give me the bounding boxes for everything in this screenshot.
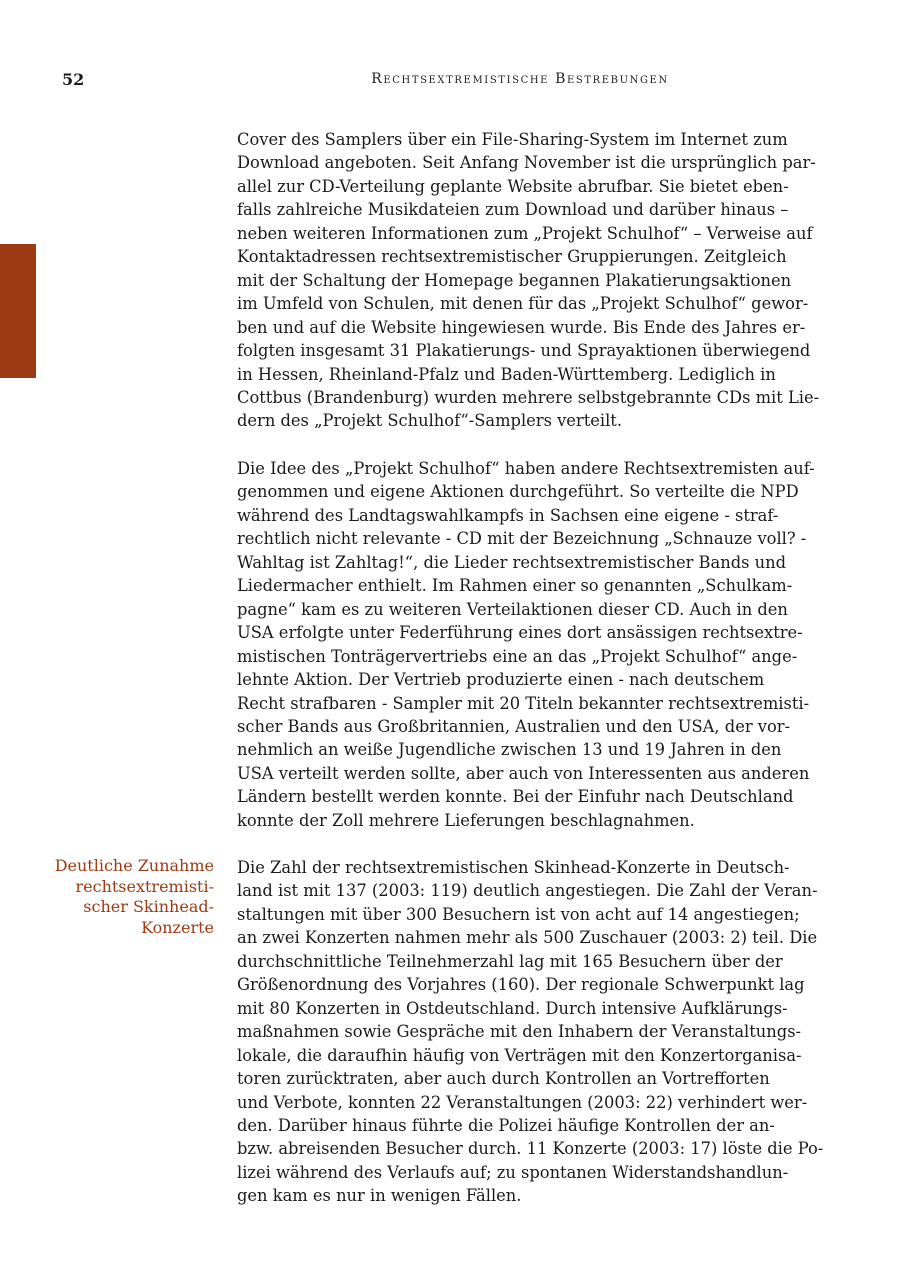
text-line: lokale, die daraufhin häufig von Verträgen mit den Konzertorganisa- — [237, 1045, 802, 1065]
text-line: an zwei Konzerten nahmen mehr als 500 Zuschauer (2003: 2) teil. Die — [237, 928, 818, 948]
text-line: Ländern bestellt werden konnte. Bei der Einfuhr nach Deutschland — [237, 787, 794, 807]
chapter-tab-marker — [0, 244, 36, 378]
text-line: falls zahlreiche Musikdateien zum Download und darüber hinaus – — [237, 200, 789, 220]
text-line: USA verteilt werden sollte, aber auch von Interessenten aus anderen — [237, 763, 810, 783]
margin-note-line: scher Skinhead- — [83, 897, 214, 916]
text-line: gen kam es nur in wenigen Fällen. — [237, 1186, 522, 1206]
text-line: Cottbus (Brandenburg) wurden mehrere selbstgebrannte CDs mit Lie- — [237, 387, 820, 407]
text-line: Die Idee des „Projekt Schulhof“ haben andere Rechtsextremisten auf- — [237, 459, 815, 478]
margin-note — [40, 856, 214, 938]
running-header: Rechtsextremistische Bestrebungen — [371, 71, 669, 87]
text-line: den. Darüber hinaus führte die Polizei häufige Kontrollen der an- — [237, 1115, 775, 1135]
text-line: durchschnittliche Teilnehmerzahl lag mit 165 Besuchern über der — [237, 951, 783, 971]
text-line: pagne“ kam es zu weiteren Verteilaktionen dieser CD. Auch in den — [237, 599, 788, 619]
text-line: Größenordnung des Vorjahres (160). Der regionale Schwerpunkt lag — [237, 975, 805, 995]
text-line: Cover des Samplers über ein File-Sharing-System im Internet zum — [237, 130, 788, 149]
text-line: dern des „Projekt Schulhof“-Samplers verteilt. — [237, 411, 623, 431]
text-line: Die Zahl der rechtsextremistischen Skinhead-Konzerte in Deutsch- — [237, 858, 790, 877]
text-line: rechtlich nicht relevante - CD mit der Bezeichnung „Schnauze voll? - — [237, 529, 807, 549]
text-line: während des Landtagswahlkampfs in Sachsen eine eigene - straf- — [237, 505, 779, 525]
text-line: folgten insgesamt 31 Plakatierungs- und Sprayaktionen überwiegend — [237, 341, 811, 361]
text-line: bzw. abreisenden Besucher durch. 11 Konzerte (2003: 17) löste die Po- — [237, 1139, 824, 1159]
text-line: staltungen mit über 300 Besuchern ist von acht auf 14 angestiegen; — [237, 904, 800, 924]
paragraph-3 — [237, 856, 824, 1208]
margin-note-line: rechtsextremisti- — [75, 876, 214, 896]
text-line: Download angeboten. Seit Anfang November ist die ursprünglich par- — [237, 153, 816, 173]
paragraph-1 — [237, 128, 820, 433]
page-number: 52 — [62, 70, 85, 89]
text-line: in Hessen, Rheinland-Pfalz und Baden-Württemberg. Lediglich in — [237, 364, 776, 384]
text-line: scher Bands aus Großbritannien, Australien und den USA, der vor- — [237, 716, 791, 736]
text-line: land ist mit 137 (2003: 119) deutlich angestiegen. Die Zahl der Veran- — [237, 881, 818, 901]
text-line: Liedermacher enthielt. Im Rahmen einer so genannten „Schulkam- — [237, 576, 793, 596]
text-line: Kontaktadressen rechtsextremistischer Gruppierungen. Zeitgleich — [237, 247, 787, 267]
text-line: allel zur CD-Verteilung geplante Website abrufbar. Sie bietet eben- — [237, 176, 789, 196]
text-line: und Verbote, konnten 22 Veranstaltungen (2003: 22) verhindert wer- — [237, 1092, 808, 1112]
text-line: maßnahmen sowie Gespräche mit den Inhabern der Veranstaltungs- — [237, 1022, 802, 1042]
text-line: mit 80 Konzerten in Ostdeutschland. Durch intensive Aufklärungs- — [237, 998, 788, 1018]
paragraph-2 — [237, 457, 815, 832]
text-line: neben weiteren Informationen zum „Projekt Schulhof“ – Verweise auf — [237, 223, 813, 243]
text-line: Wahltag ist Zahltag!“, die Lieder rechtsextremistischer Bands und — [237, 552, 787, 572]
text-line: USA erfolgte unter Federführung eines dort ansässigen rechtsextre- — [237, 623, 803, 643]
text-line: ben und auf die Website hingewiesen wurde. Bis Ende des Jahres er- — [237, 317, 806, 337]
margin-note-line: Konzerte — [141, 917, 214, 937]
text-line: mit der Schaltung der Homepage begannen Plakatierungsaktionen — [237, 270, 792, 290]
text-line: genommen und eigene Aktionen durchgeführt. So verteilte die NPD — [237, 482, 799, 502]
text-line: konnte der Zoll mehrere Lieferungen beschlagnahmen. — [237, 810, 695, 830]
text-line: lizei während des Verlaufs auf; zu spontanen Widerstandshandlun- — [237, 1162, 789, 1182]
text-line: im Umfeld von Schulen, mit denen für das „Projekt Schulhof“ gewor- — [237, 294, 809, 314]
text-line: nehmlich an weiße Jugendliche zwischen 13 und 19 Jahren in den — [237, 740, 782, 760]
margin-note-line: Deutliche Zunahme — [54, 856, 214, 875]
text-line: toren zurücktraten, aber auch durch Kontrollen an Vortrefforten — [237, 1069, 770, 1089]
text-line: mistischen Tonträgervertriebs eine an das „Projekt Schulhof“ ange- — [237, 646, 798, 666]
text-line: lehnte Aktion. Der Vertrieb produzierte einen - nach deutschem — [237, 670, 765, 690]
text-line: Recht strafbaren - Sampler mit 20 Titeln bekannter rechtsextremisti- — [237, 693, 810, 713]
